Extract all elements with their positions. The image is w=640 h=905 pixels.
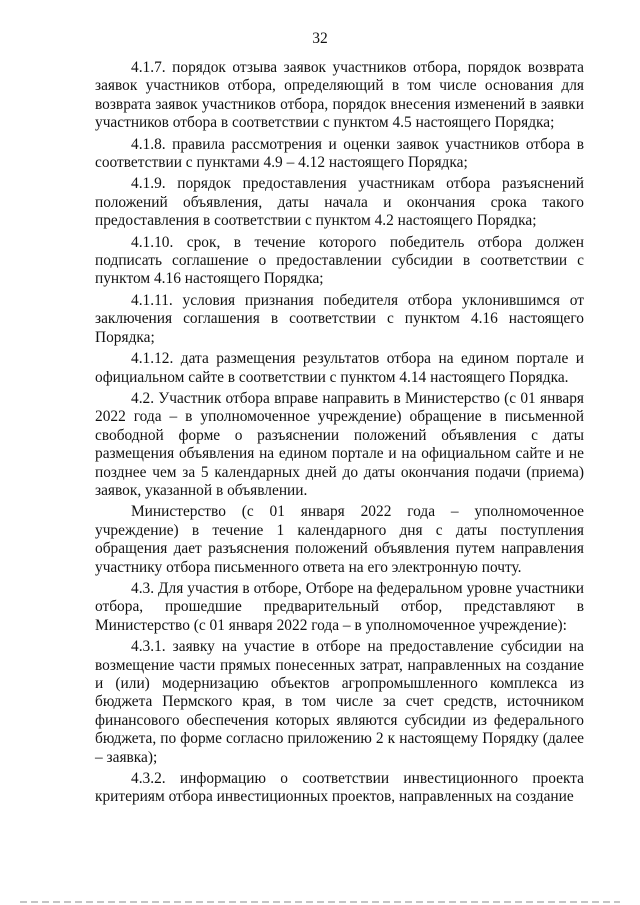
paragraph-4-1-8: 4.1.8. правила рассмотрения и оценки заявок участников отбора в соответствии с пунктами 4.9 – 4.12 настоящего Порядка; [95,135,584,172]
paragraph-4-1-12: 4.1.12. дата размещения результатов отбора на едином портале и официальном сайте в соответствии с пунктом 4.14 настоящего Порядка. [95,350,584,386]
paragraph-4-3-1: 4.3.1. заявку на участие в отборе на предоставление субсидии на возмещение части прямых понесенных затрат, направленных на создание и (или) модернизацию объектов агропромышленного комплекса из бюджета Пермского края, в том числе за счет средств, источником финансового обеспечения которых являются субсидии из федерального бюджета, по форме согласно приложению 2 к настоящему Порядку (далее – заявка); [95,638,584,766]
paragraph-4-1-7: 4.1.7. порядок отзыва заявок участников отбора, порядок возврата заявок участников отбора, определяющий в том числе основания для возврата заявок участников отбора, порядок внесения изменений в заявки участников отбора в соответствии с пунктом 4.5 настоящего Порядка; [95,59,584,132]
paragraph-4-2: 4.2. Участник отбора вправе направить в Министерство (с 01 января 2022 года – в уполномоченное учреждение) обращение в письменной свободной форме о разъяснении положений объявления с даты размещения объявления на едином портале и на официальном сайте и не позднее чем за 5 календарных дней до даты окончания подачи (приема) заявок, указанной в объявлении. [95,389,584,499]
paragraph-ministry-reply: Министерство (с 01 января 2022 года – уполномоченное учреждение) в течение 1 календарного дня с даты поступления обращения дает разъяснения положений объявления путем направления участнику отбора письменного ответа на его электронную почту. [95,503,584,576]
scan-bottom-edge [20,901,620,903]
paragraph-4-3: 4.3. Для участия в отборе, Отборе на федеральном уровне участники отбора, прошедшие предварительный отбор, представляют в Министерство (с 01 января 2022 года – в уполномоченное учреждение): [95,579,584,634]
document-body [95,59,584,807]
paragraph-4-1-10: 4.1.10. срок, в течение которого победитель отбора должен подписать соглашение о предоставлении субсидии в соответствии с пунктом 4.16 настоящего Порядка; [95,233,584,288]
paragraph-4-1-11: 4.1.11. условия признания победителя отбора уклонившимся от заключения соглашения в соответствии с пунктом 4.16 настоящего Порядка; [95,291,584,346]
page-number: 32 [312,30,328,47]
paragraph-4-3-2: 4.3.2. информацию о соответствии инвестиционного проекта критериям отбора инвестиционных проектов, направленных на создание [95,770,584,806]
paragraph-4-1-9: 4.1.9. порядок предоставления участникам отбора разъяснений положений объявления, даты начала и окончания срока такого предоставления в соответствии с пунктом 4.2 настоящего Порядка; [95,175,584,230]
